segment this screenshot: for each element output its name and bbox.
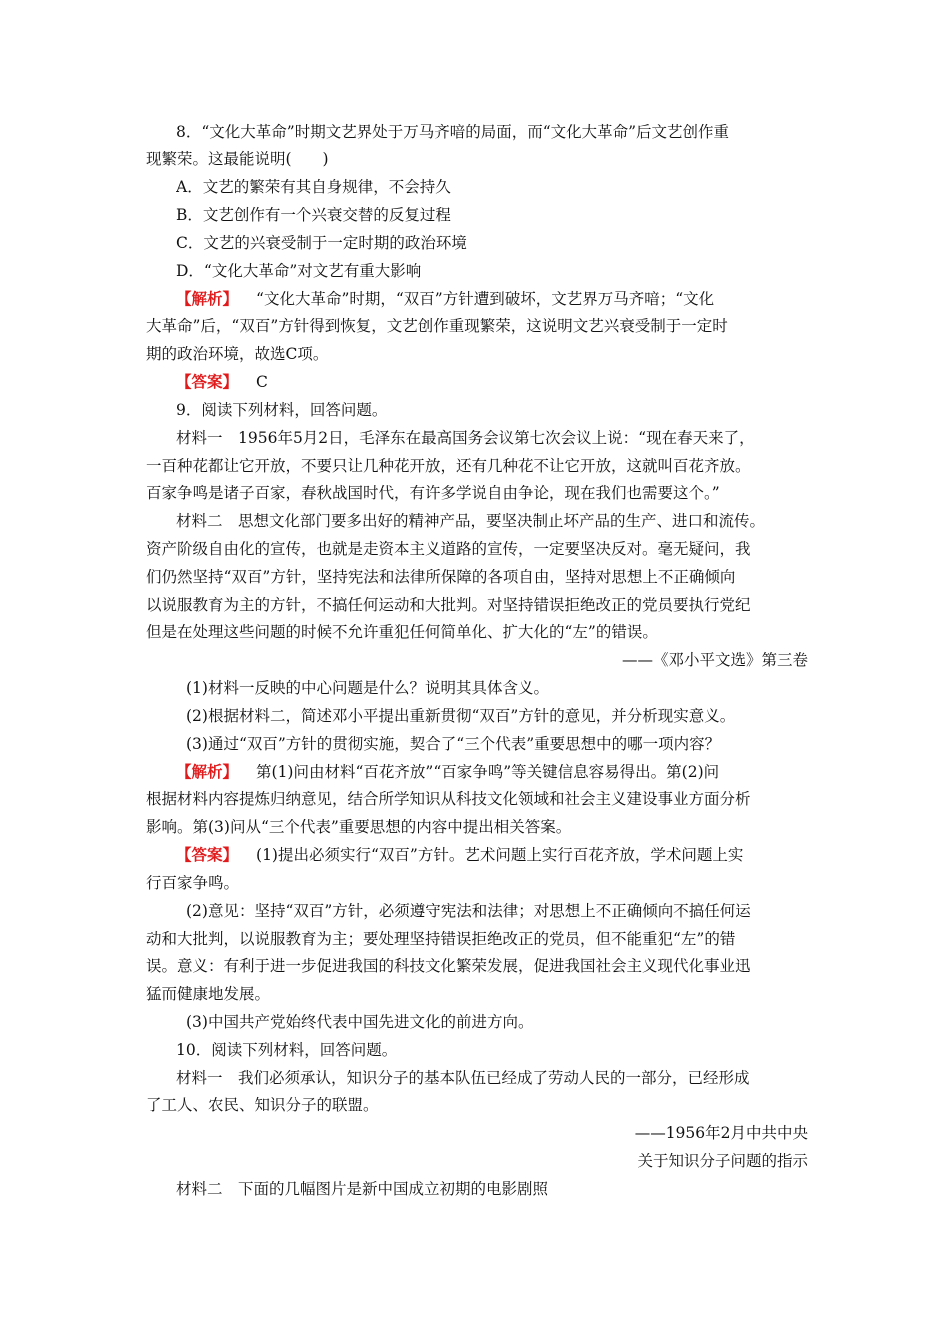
q9-material2-line-1: 材料二 思想文化部门要多出好的精神产品，要坚决制止坏产品的生产、进口和流传。 bbox=[176, 512, 766, 530]
q9-material2-line-3: 们仍然坚持“双百”方针，坚持宪法和法律所保障的各项自由，坚持对思想上不正确倾向 bbox=[146, 568, 736, 586]
q10-stem: 10．阅读下列材料，回答问题。 bbox=[176, 1041, 398, 1059]
q9-analysis-text-1: 第(1)问由材料“百花齐放”“百家争鸣”等关键信息容易得出。第(2)问 bbox=[256, 763, 720, 781]
q8-option-c: C．文艺的兴衰受制于一定时期的政治环境 bbox=[176, 234, 467, 252]
q9-material2-line-5: 但是在处理这些问题的时候不允许重犯任何简单化、扩大化的“左”的错误。 bbox=[146, 623, 658, 641]
q9-answer2-line-3: 误。意义：有利于进一步促进我国的科技文化繁荣发展，促进我国社会主义现代化事业迅 bbox=[146, 957, 751, 975]
q8-analysis-text-1: “文化大革命”时期，“双百”方针遭到破坏，文艺界万马齐喑；“文化 bbox=[256, 290, 715, 308]
q8-analysis-line-1 bbox=[176, 287, 808, 311]
q8-analysis-line-3: 期的政治环境，故选C项。 bbox=[146, 345, 329, 363]
q9-answer-text-1: (1)提出必须实行“双百”方针。艺术问题上实行百花齐放，学术问题上实 bbox=[256, 846, 744, 864]
q8-answer-line bbox=[176, 370, 808, 394]
q10-material1-source-2: 关于知识分子问题的指示 bbox=[637, 1152, 808, 1170]
q9-material2-source: ——《邓小平文选》第三卷 bbox=[621, 651, 808, 669]
q9-subquestion-3: (3)通过“双百”方针的贯彻实施，契合了“三个代表”重要思想中的哪一项内容？ bbox=[186, 735, 721, 753]
q9-material1-line-1: 材料一 1956年5月2日，毛泽东在最高国务会议第七次会议上说：“现在春天来了， bbox=[176, 429, 755, 447]
q9-material2-line-4: 以说服教育为主的方针，不搞任何运动和大批判。对坚持错误拒绝改正的党员要执行党纪 bbox=[146, 596, 751, 614]
q9-analysis-line-3: 影响。第(3)问从“三个代表”重要思想的内容中提出相关答案。 bbox=[146, 818, 572, 836]
q9-subquestion-1: (1)材料一反映的中心问题是什么？说明其具体含义。 bbox=[186, 679, 549, 697]
q9-material2-line-2: 资产阶级自由化的宣传，也就是走资本主义道路的宣传，一定要坚决反对。毫无疑问，我 bbox=[146, 540, 751, 558]
answer-tag: 【答案】 bbox=[176, 845, 239, 864]
q8-answer: C bbox=[256, 373, 268, 391]
q9-answer-line-2: 行百家争鸣。 bbox=[146, 874, 240, 892]
q10-material1-line-2: 了工人、农民、知识分子的联盟。 bbox=[146, 1096, 379, 1114]
q9-material1-line-3: 百家争鸣是诸子百家，春秋战国时代，有许多学说自由争论，现在我们也需要这个。” bbox=[146, 484, 720, 502]
q8-option-a: A．文艺的繁荣有其自身规律，不会持久 bbox=[176, 178, 451, 196]
q9-answer2-line-4: 猛而健康地发展。 bbox=[146, 985, 271, 1003]
q10-material2: 材料二 下面的几幅图片是新中国成立初期的电影剧照 bbox=[176, 1180, 549, 1198]
q8-stem-line-2: 现繁荣。这最能说明( ) bbox=[146, 150, 329, 168]
q9-material1-line-2: 一百种花都让它开放，不要只让几种花开放，还有几种花不让它开放，这就叫百花齐放。 bbox=[146, 457, 751, 475]
q9-answer3: (3)中国共产党始终代表中国先进文化的前进方向。 bbox=[186, 1013, 534, 1031]
analysis-tag: 【解析】 bbox=[176, 762, 239, 781]
q8-analysis-line-2: 大革命”后，“双百”方针得到恢复，文艺创作重现繁荣，这说明文艺兴衰受制于一定时 bbox=[146, 317, 728, 335]
q9-answer2-line-1: (2)意见：坚持“双百”方针，必须遵守宪法和法律；对思想上不正确倾向不搞任何运 bbox=[186, 902, 751, 920]
q9-analysis-line-2: 根据材料内容提炼归纳意见，结合所学知识从科技文化领域和社会主义建设事业方面分析 bbox=[146, 790, 751, 808]
q9-answer-line-1 bbox=[176, 843, 808, 867]
q8-option-b: B．文艺创作有一个兴衰交替的反复过程 bbox=[176, 206, 451, 224]
q9-analysis-line-1 bbox=[176, 760, 808, 784]
q9-subquestion-2: (2)根据材料二，简述邓小平提出重新贯彻“双百”方针的意见，并分析现实意义。 bbox=[186, 707, 736, 725]
q9-answer2-line-2: 动和大批判，以说服教育为主；要处理坚持错误拒绝改正的党员，但不能重犯“左”的错 bbox=[146, 930, 736, 948]
q8-option-d: D．“文化大革命”对文艺有重大影响 bbox=[176, 262, 422, 280]
analysis-tag: 【解析】 bbox=[176, 289, 239, 308]
answer-tag: 【答案】 bbox=[176, 372, 239, 391]
q10-material1-source-1: ——1956年2月中共中央 bbox=[634, 1124, 808, 1142]
q10-material1-line-1: 材料一 我们必须承认，知识分子的基本队伍已经成了劳动人民的一部分，已经形成 bbox=[176, 1069, 750, 1087]
q9-stem: 9．阅读下列材料，回答问题。 bbox=[176, 401, 388, 419]
q8-stem-line-1: 8．“文化大革命”时期文艺界处于万马齐喑的局面，而“文化大革命”后文艺创作重 bbox=[176, 123, 730, 141]
